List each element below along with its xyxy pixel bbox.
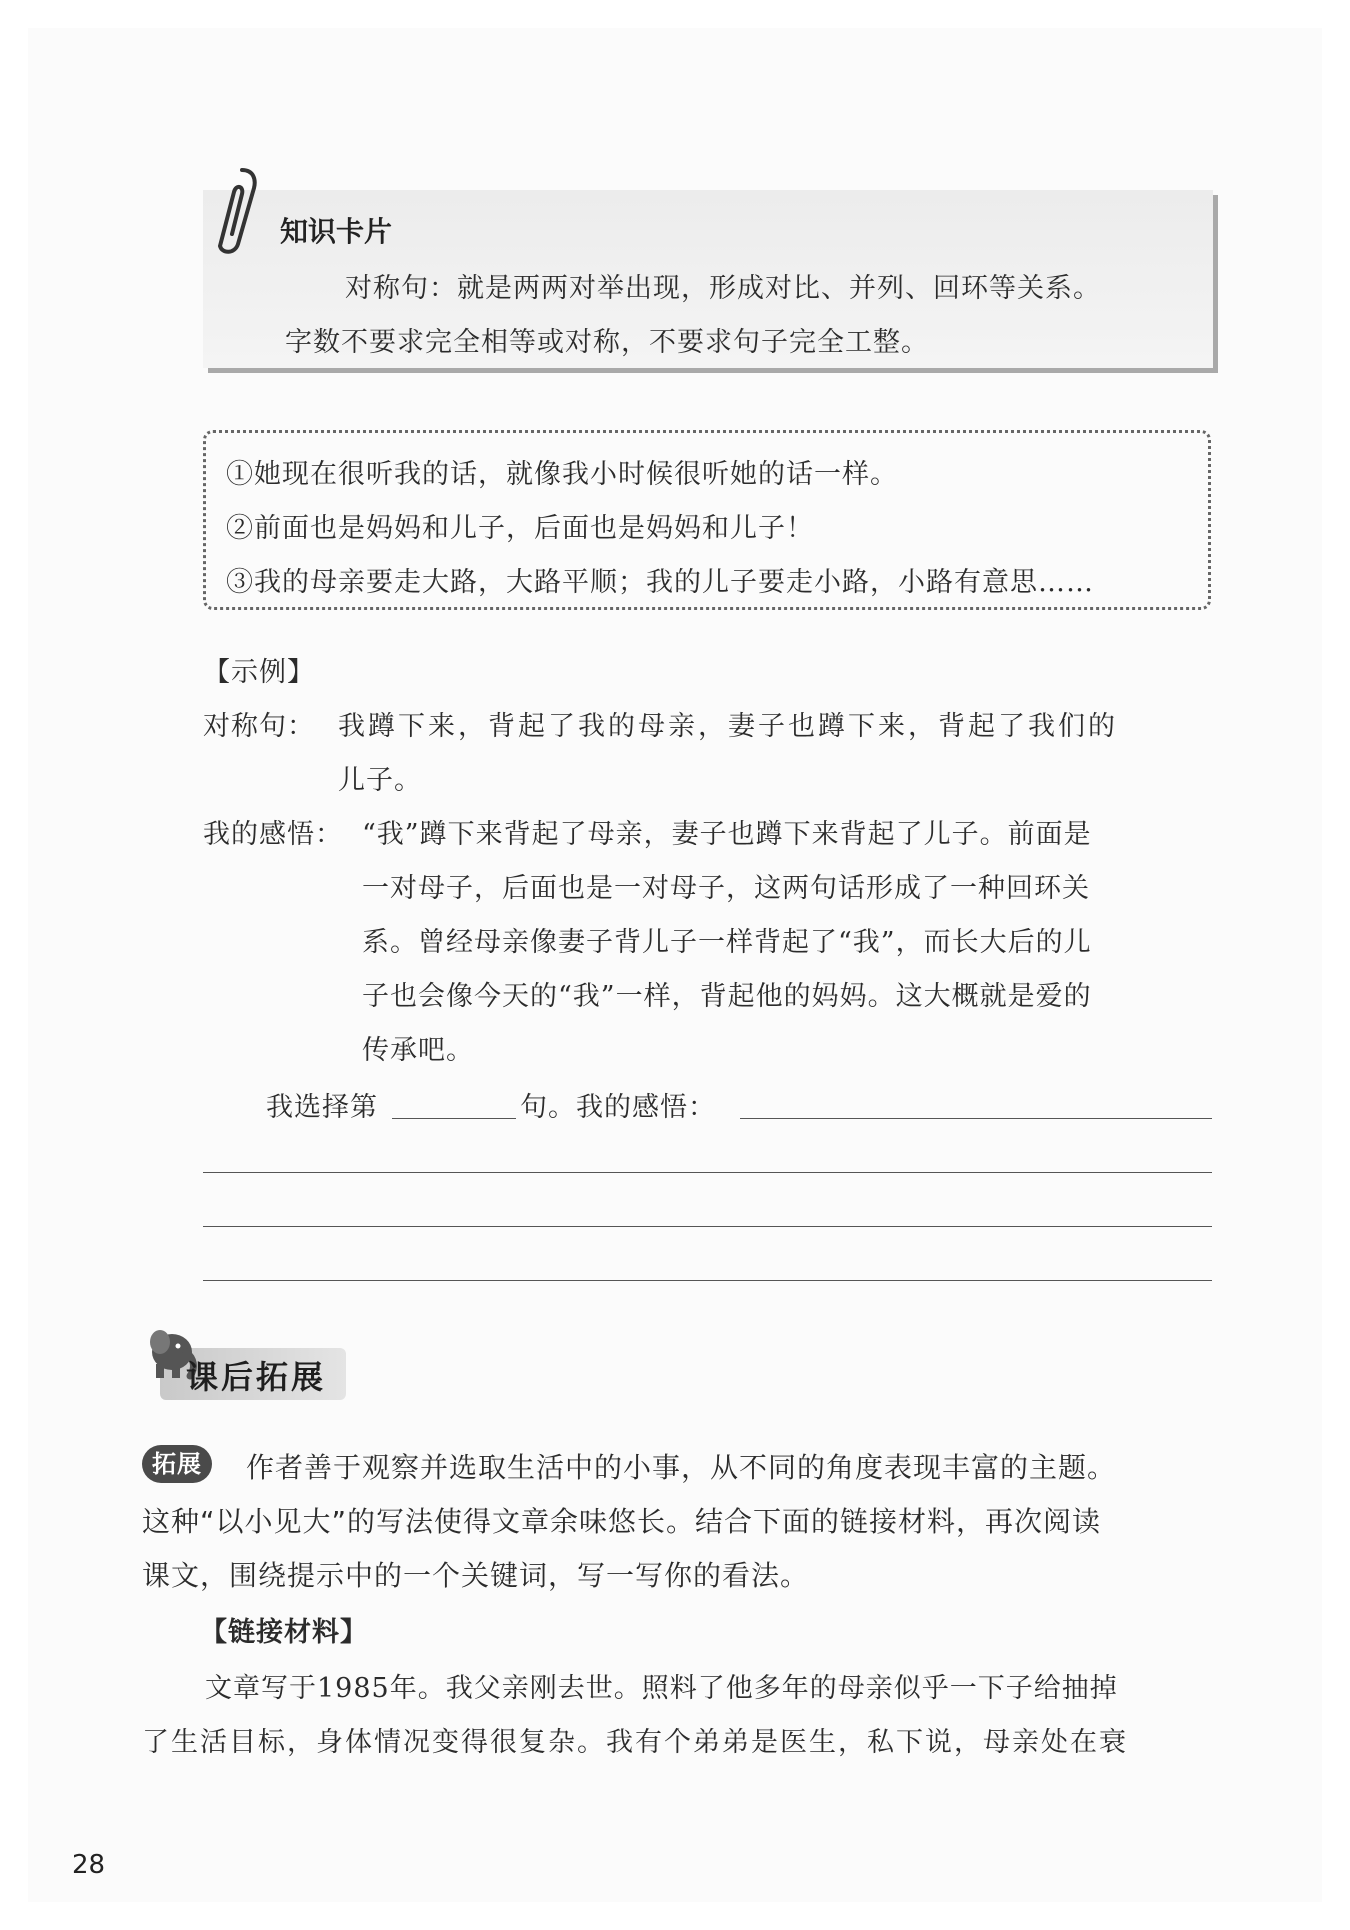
symmetric-line-2: 儿子。: [338, 765, 422, 796]
section-title: 课后拓展: [186, 1358, 327, 1396]
sentence-3: ③我的母亲要走大路，大路平顺；我的儿子要走小路，小路有意思……: [226, 567, 1094, 598]
feeling-line-2: 一对母子，后面也是一对母子，这两句话形成了一种回环关: [362, 873, 1090, 904]
material-line-2: 了生活目标，身体情况变得很复杂。我有个弟弟是医生，私下说，母亲处在衰: [142, 1727, 1128, 1758]
knowledge-card-line-1: 对称句：就是两两对举出现，形成对比、并列、回环等关系。: [345, 273, 1101, 304]
feeling-line-3: 系。曾经母亲像妻子背儿子一样背起了“我”，而长大后的儿: [362, 927, 1092, 958]
sentence-1: ①她现在很听我的话，就像我小时候很听她的话一样。: [226, 459, 898, 490]
answer-line-2[interactable]: [203, 1172, 1212, 1173]
material-line-1: 文章写于1985年。我父亲刚去世。照料了他多年的母亲似乎一下子给抽掉: [205, 1673, 1118, 1704]
feeling-line-4: 子也会像今天的“我”一样，背起他的妈妈。这大概就是爱的: [362, 981, 1092, 1012]
extension-line-1: 作者善于观察并选取生活中的小事，从不同的角度表现丰富的主题。: [246, 1451, 1117, 1484]
sentence-2: ②前面也是妈妈和儿子，后面也是妈妈和儿子！: [226, 513, 814, 544]
sentence-number-blank[interactable]: [392, 1118, 516, 1119]
answer-line-3[interactable]: [203, 1226, 1212, 1227]
extension-badge: 拓展: [142, 1445, 212, 1483]
extension-line-3: 课文，围绕提示中的一个关键词，写一写你的看法。: [142, 1559, 810, 1592]
symmetric-label: 对称句：: [203, 711, 315, 742]
feeling-line-5: 传承吧。: [362, 1035, 474, 1066]
choose-prefix: 我选择第: [266, 1092, 378, 1123]
feeling-label: 我的感悟：: [203, 819, 343, 850]
symmetric-line-1: 我蹲下来，背起了我的母亲，妻子也蹲下来，背起了我们的: [338, 711, 1118, 742]
choose-mid: 句。我的感悟：: [520, 1092, 716, 1123]
answer-line-4[interactable]: [203, 1280, 1212, 1281]
answer-line-1[interactable]: [740, 1118, 1212, 1119]
paperclip-icon: [204, 162, 264, 262]
example-heading: 【示例】: [203, 657, 315, 688]
knowledge-card-line-2: 字数不要求完全相等或对称，不要求句子完全工整。: [285, 327, 929, 358]
extension-line-2: 这种“以小见大”的写法使得文章余味悠长。结合下面的链接材料，再次阅读: [142, 1505, 1102, 1538]
page-number: 28: [72, 1850, 106, 1880]
knowledge-card-title: 知识卡片: [280, 215, 393, 248]
feeling-line-1: “我”蹲下来背起了母亲，妻子也蹲下来背起了儿子。前面是: [362, 819, 1092, 850]
link-material-heading: 【链接材料】: [200, 1617, 368, 1648]
